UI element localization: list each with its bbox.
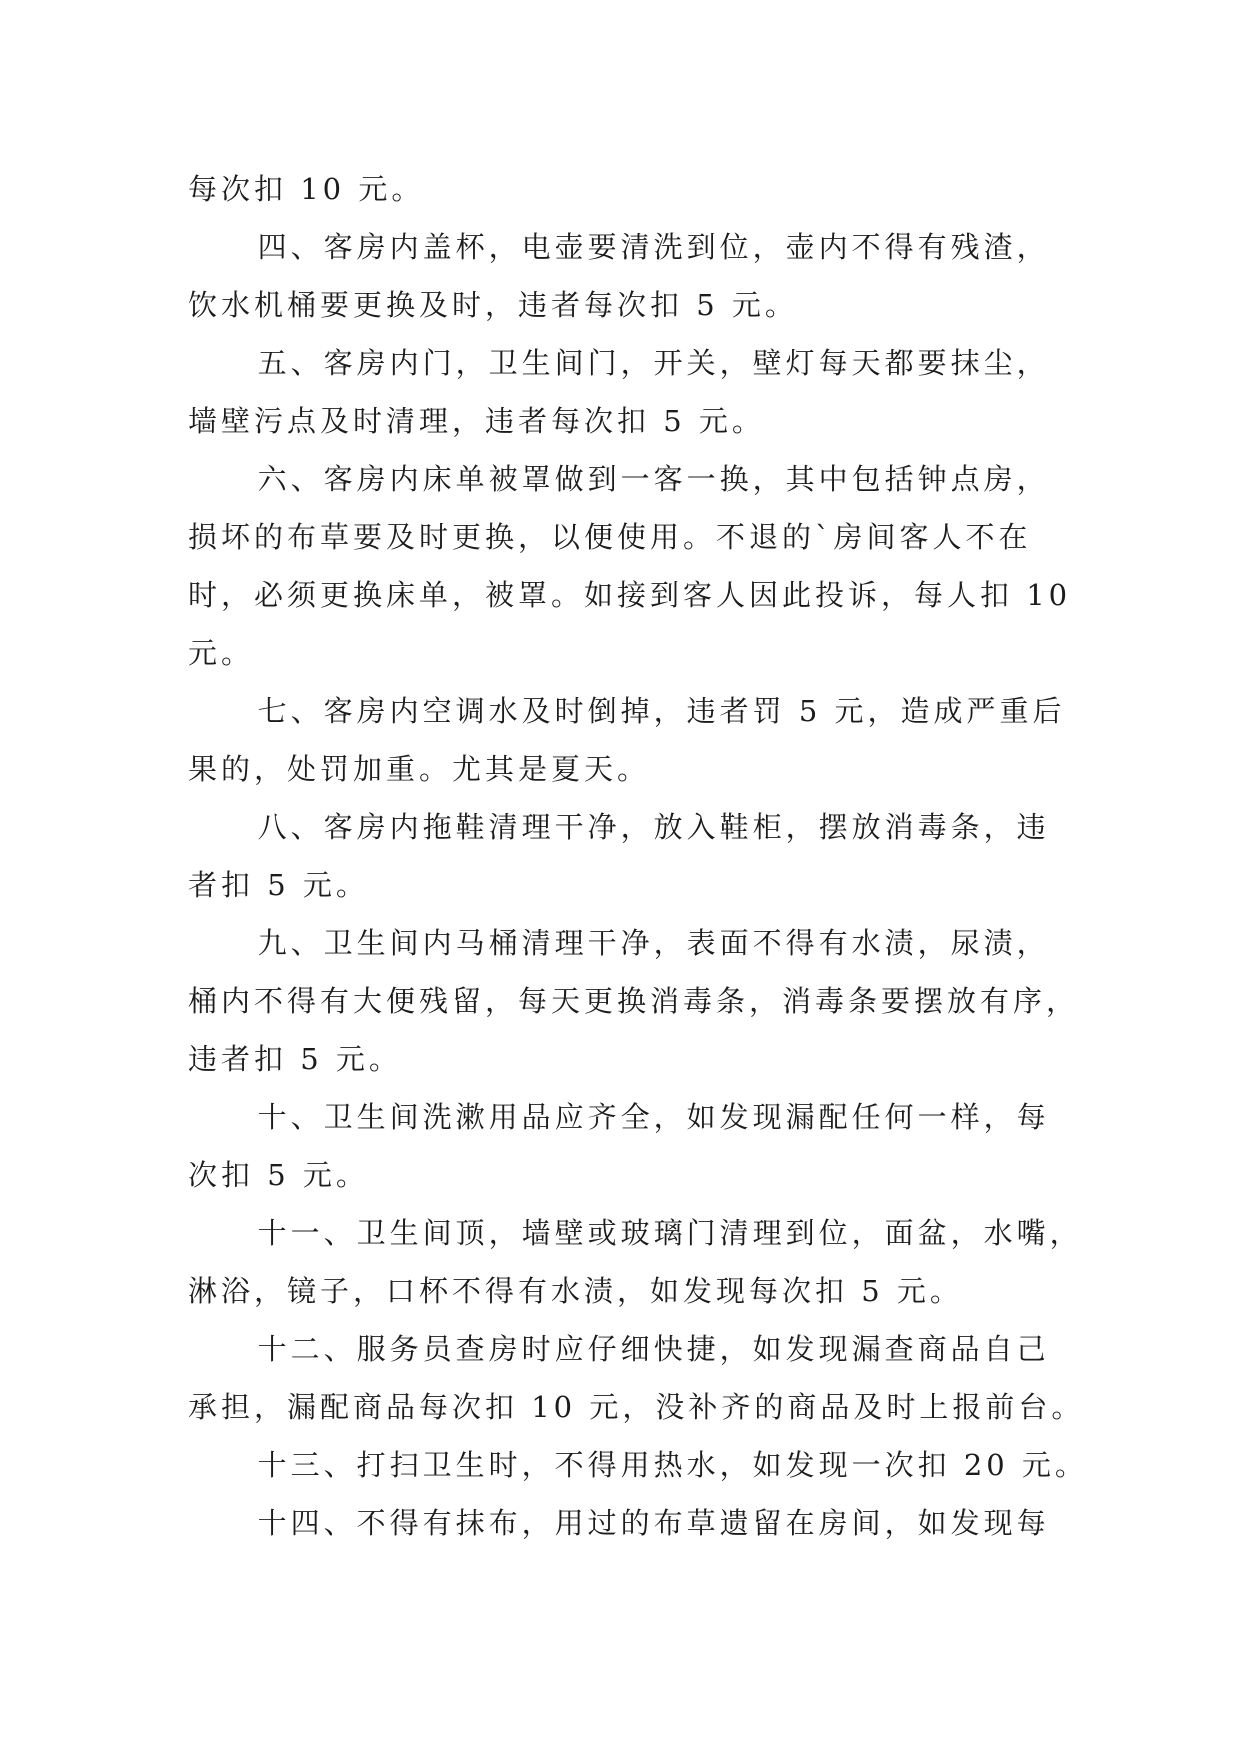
text-line: 八、客房内拖鞋清理干净，放入鞋柜，摆放消毒条，违	[257, 810, 1050, 844]
text-line: 十二、服务员查房时应仔细快捷，如发现漏查商品自己	[257, 1332, 1050, 1366]
text-line: 违者扣 5 元。	[188, 1042, 402, 1076]
text-line: 时，必须更换床单，被罩。如接到客人因此投诉，每人扣 10	[188, 578, 1072, 612]
paragraph	[188, 450, 1072, 682]
text-line: 每次扣 10 元。	[188, 172, 425, 206]
paragraph	[188, 1088, 1068, 1204]
paragraph	[188, 1436, 1088, 1494]
document-body	[188, 160, 1088, 1552]
text-line: 饮水机桶要更换及时，违者每次扣 5 元。	[188, 288, 798, 322]
text-line: 十、卫生间洗漱用品应齐全，如发现漏配任何一样，每	[257, 1100, 1050, 1134]
text-line: 十三、打扫卫生时，不得用热水，如发现一次扣 20 元。	[257, 1448, 1088, 1482]
paragraph	[188, 1320, 1085, 1436]
text-line: 墙壁污点及时清理，违者每次扣 5 元。	[188, 404, 765, 438]
text-line: 损坏的布草要及时更换，以便使用。不退的`房间客人不在	[188, 520, 1032, 554]
text-line: 元。	[188, 636, 255, 670]
paragraph	[188, 1494, 1068, 1552]
paragraph	[188, 1204, 1083, 1320]
paragraph	[188, 218, 1068, 334]
paragraph	[188, 334, 1068, 450]
paragraph	[188, 682, 1068, 798]
paragraph	[188, 914, 1080, 1088]
text-line: 十一、卫生间顶，墙壁或玻璃门清理到位，面盆，水嘴，	[257, 1216, 1083, 1250]
text-line: 五、客房内门，卫生间门，开关，壁灯每天都要抹尘，	[257, 346, 1050, 380]
text-line: 九、卫生间内马桶清理干净，表面不得有水渍，尿渍，	[257, 926, 1050, 960]
text-line: 次扣 5 元。	[188, 1158, 369, 1192]
text-line: 四、客房内盖杯，电壶要清洗到位，壶内不得有残渣，	[257, 230, 1050, 264]
paragraph	[188, 798, 1068, 914]
text-line: 十四、不得有抹布，用过的布草遗留在房间，如发现每	[257, 1506, 1050, 1540]
text-line: 承担，漏配商品每次扣 10 元，没补齐的商品及时上报前台。	[188, 1390, 1085, 1424]
text-line: 者扣 5 元。	[188, 868, 369, 902]
text-line: 果的，处罚加重。尤其是夏天。	[188, 752, 651, 786]
text-line: 七、客房内空调水及时倒掉，违者罚 5 元，造成严重后	[257, 694, 1066, 728]
text-line: 六、客房内床单被罩做到一客一换，其中包括钟点房，	[257, 462, 1050, 496]
paragraph	[188, 160, 1068, 218]
text-line: 桶内不得有大便残留，每天更换消毒条，消毒条要摆放有序，	[188, 984, 1080, 1018]
text-line: 淋浴，镜子，口杯不得有水渍，如发现每次扣 5 元。	[188, 1274, 963, 1308]
